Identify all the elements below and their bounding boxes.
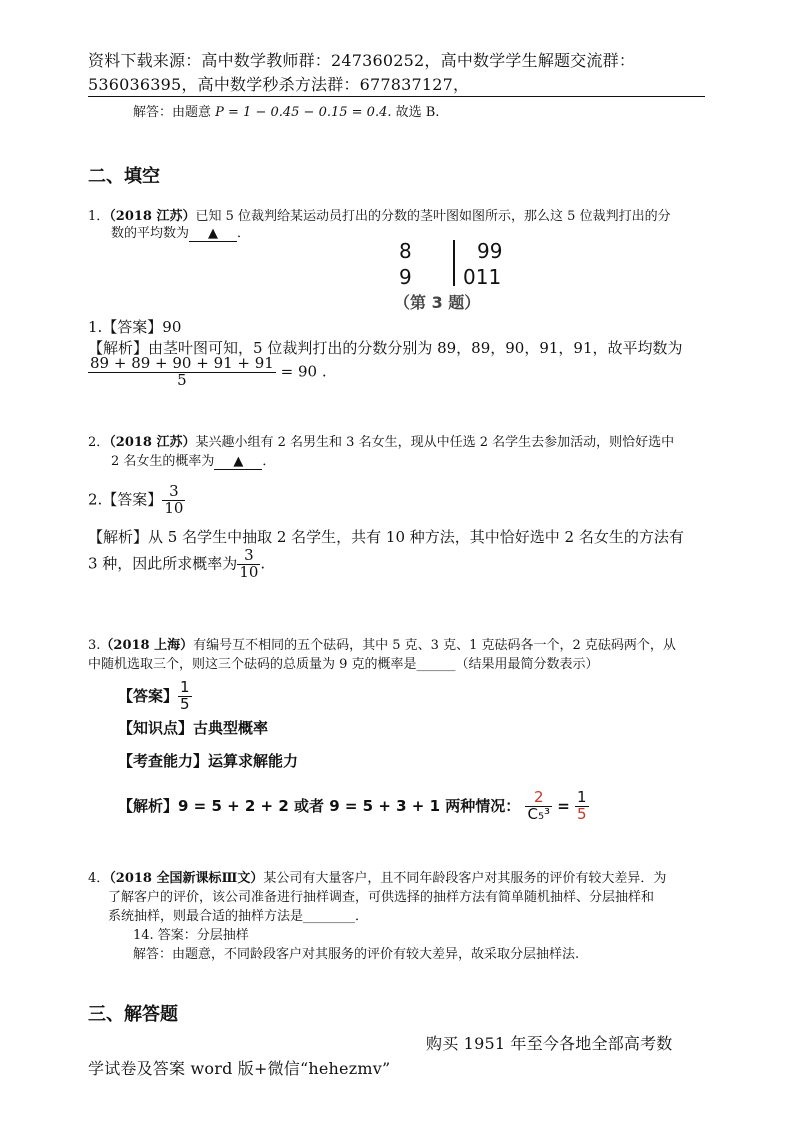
stem-8: 8 bbox=[399, 239, 412, 263]
q2-analysis-2: 3 种，因此所求概率为 $\frac{3}{10}$ . bbox=[88, 546, 266, 581]
q3-line-1: 3.（2018 上海）有编号互不相同的五个砝码，其中 5 克、3 克、1 克砝码各一个，2 克砝码两个，从 bbox=[88, 638, 676, 653]
q2-answer: 2.【答案】 $\frac{3}{10}$ bbox=[88, 482, 184, 517]
q4-explain: 解答：由题意，不同龄段客户对其服务的评价有较大差异，故采取分层抽样法. bbox=[133, 947, 580, 962]
stem-divider bbox=[453, 240, 455, 286]
section-title-solutions: 三、解答题 bbox=[88, 1004, 178, 1025]
q2-answer-blank: ▲ bbox=[214, 454, 262, 470]
q2-line-2: 2 名女生的概率为 ▲ ． bbox=[111, 454, 276, 469]
leaves-8: 99 bbox=[477, 239, 503, 263]
q3-analysis: 【解析】9 = 5 + 2 + 2 或者 9 = 5 + 3 + 1 两种情况： $\frac{2}{\text{C₅³}}$ = $\frac{1}{5}$ bbox=[118, 788, 587, 823]
header-line-2: 536036395，高中数学秒杀方法群：677837127， bbox=[88, 75, 470, 94]
q1-answer-blank: ▲ bbox=[189, 226, 237, 242]
leaves-9: 011 bbox=[463, 265, 502, 289]
q2-line-1: 2．（2018 江苏）某兴趣小组有 2 名男生和 3 名女生，现从中任选 2 名学生去参加活动，则恰好选中 bbox=[88, 435, 675, 450]
q1-analysis: 【解析】由茎叶图可知，5 位裁判打出的分数分别为 89，89，90，91，91，故平均数为 bbox=[88, 339, 683, 357]
q4-answer: 14. 答案：分层抽样 bbox=[133, 928, 249, 943]
q3-knowledge: 【知识点】古典型概率 bbox=[118, 719, 269, 737]
header-line-1: 资料下载来源：高中数学教师群：247360252，高中数学学生解题交流群： bbox=[88, 51, 636, 70]
figure-caption: （第 3 题） bbox=[394, 293, 481, 312]
footer-line-2: 学试卷及答案 word 版+微信“hehezmv” bbox=[88, 1059, 391, 1078]
q1-answer: 1.【答案】90 bbox=[88, 318, 182, 336]
q4-line-2: 了解客户的评价，该公司准备进行抽样调查，可供选择的抽样方法有简单随机抽样、分层抽样和 bbox=[108, 890, 655, 905]
q3-answer: 【答案】 $\frac{1}{5}$ bbox=[118, 678, 190, 713]
prev-answer: 解答：由题意 P = 1 − 0.45 − 0.15 = 0.4. 故选 B. bbox=[133, 105, 440, 120]
q3-line-2: 中随机选取三个，则这三个砝码的总质量为 9 克的概率是______（结果用最简分数表示） bbox=[88, 657, 599, 672]
section-title-fill-blank: 二、填空 bbox=[88, 166, 160, 187]
footer-line-1: 购买 1951 年至今各地全部高考数 bbox=[426, 1034, 673, 1053]
q2-analysis-1: 【解析】从 5 名学生中抽取 2 名学生，共有 10 种方法，其中恰好选中 2 名女生的方法有 bbox=[88, 528, 684, 546]
q3-ability: 【考查能力】运算求解能力 bbox=[118, 752, 299, 770]
q1-line-2: 数的平均数为 ▲ ． bbox=[111, 226, 251, 241]
q4-line-1: 4．（2018 全国新课标Ⅲ文）某公司有大量客户，且不同年龄段客户对其服务的评价有较大差异．为 bbox=[88, 871, 667, 886]
q1-fraction: $\frac{89 + 89 + 90 + 91 + 91}{5}$ = 90 . bbox=[90, 354, 327, 389]
q1-line-1: 1．（2018 江苏）已知 5 位裁判给某运动员打出的分数的茎叶图如图所示，那么这 5 位裁判打出的分 bbox=[88, 209, 671, 224]
header-rule bbox=[88, 96, 705, 97]
stem-9: 9 bbox=[399, 265, 412, 289]
stem-leaf-plot bbox=[393, 237, 533, 287]
q4-line-3: 系统抽样，则最合适的抽样方法是________． bbox=[108, 909, 369, 924]
